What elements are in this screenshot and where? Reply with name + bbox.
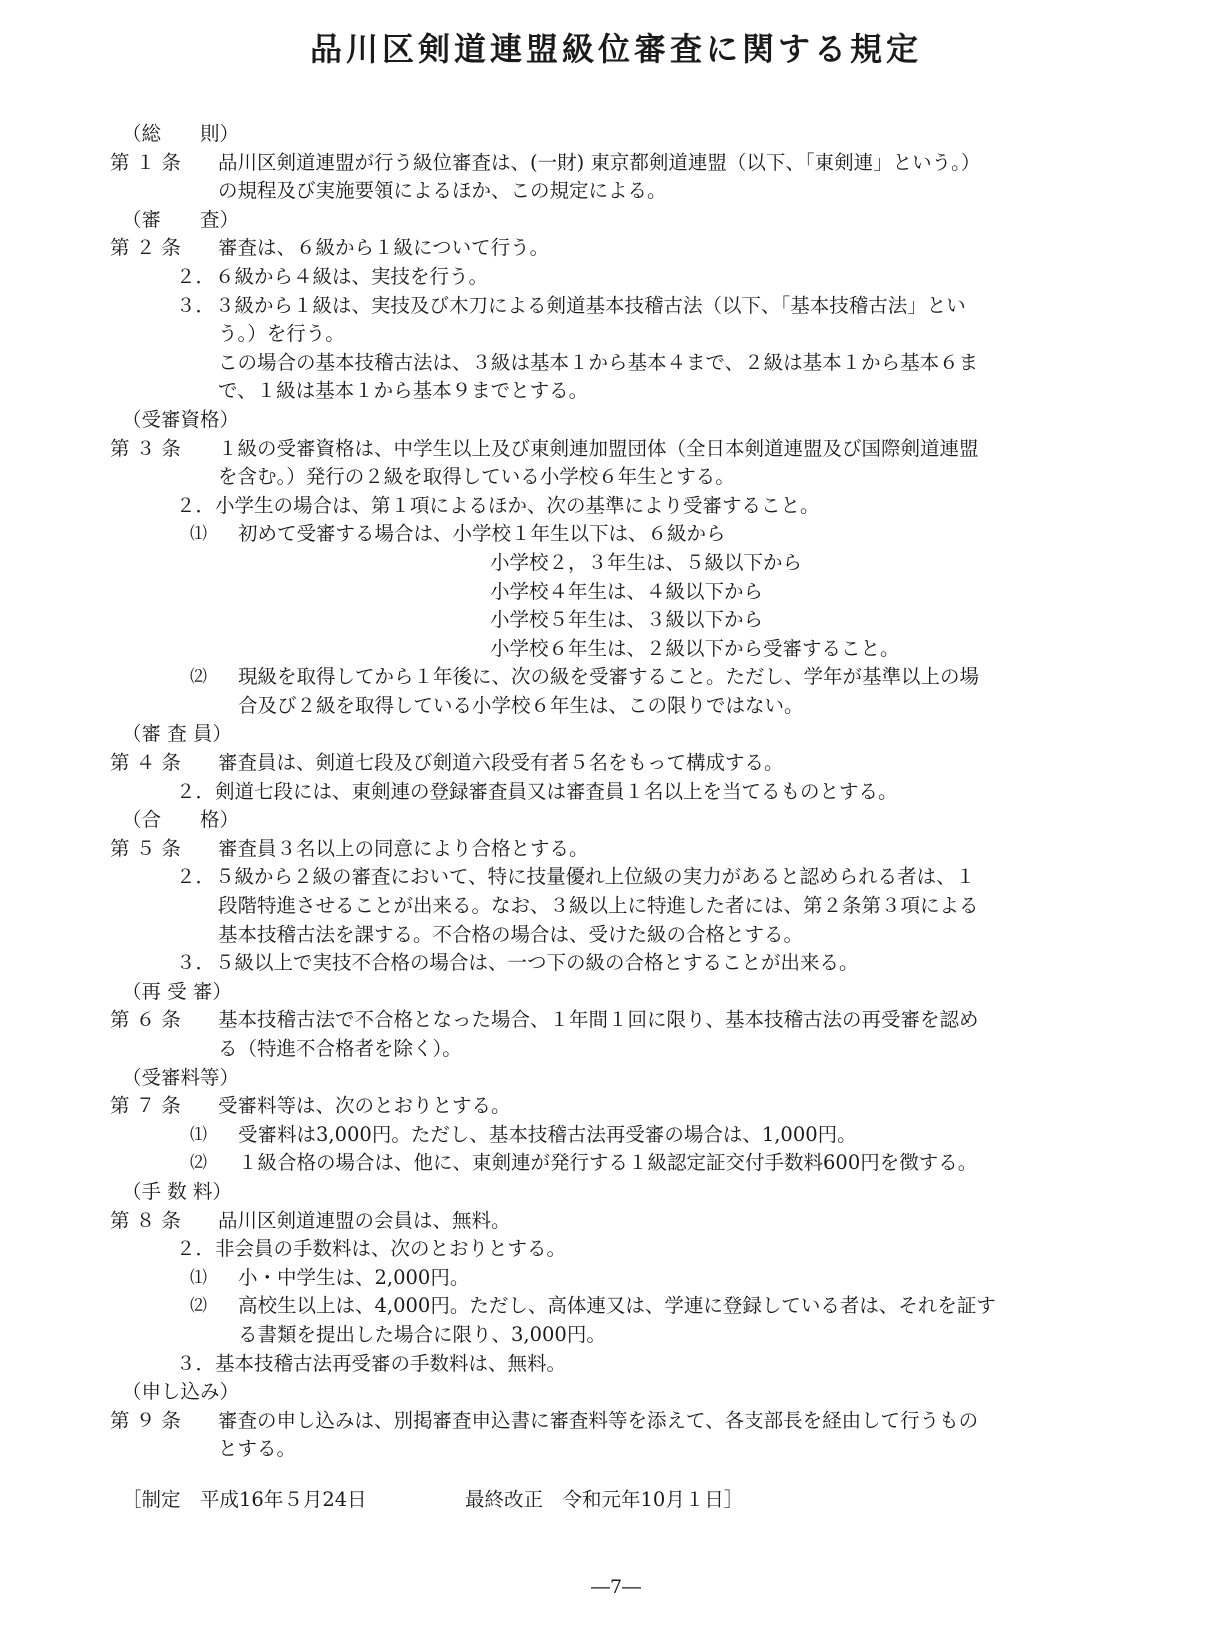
article-text: とする。: [218, 1437, 297, 1461]
sub-item: [110, 1149, 1120, 1178]
article-7: [110, 1092, 1120, 1121]
sub-item: [110, 663, 1120, 692]
article-9: [110, 1407, 1120, 1436]
paragraph: ２．剣道七段には、東剣連の登録審査員又は審査員１名以上を当てるものとする。: [176, 779, 898, 803]
paragraph: ２．小学生の場合は、第１項によるほか、次の基準により受審すること。: [176, 493, 820, 517]
item-text: 小・中学生は、2,000円。: [238, 1265, 470, 1289]
item-text: １級合格の場合は、他に、東剣連が発行する１級認定証交付手数料600円を徴する。: [238, 1151, 978, 1175]
section-heading: （総 則）: [122, 122, 240, 145]
article-1: [110, 149, 1120, 178]
item-text: る書類を提出した場合に限り、3,000円。: [238, 1322, 606, 1346]
article-6: [110, 1006, 1120, 1035]
article-number: 第 ６ 条: [110, 1008, 181, 1032]
regulation-body: [110, 120, 1120, 1515]
paragraph: ３．基本技稽古法再受審の手数料は、無料。: [176, 1351, 567, 1375]
article-text: 品川区剣道連盟が行う級位審査は、(一財) 東京都剣道連盟（以下、「東剣連」という。）: [218, 150, 981, 174]
grade-rule: 小学校２，３年生は、５級以下から: [490, 550, 803, 574]
section-heading: （再 受 審）: [122, 979, 232, 1003]
revised-date: 最終改正 令和元年10月１日］: [465, 1487, 744, 1511]
item-marker: ⑴: [190, 524, 207, 545]
article-4: [110, 749, 1120, 778]
article-5: [110, 835, 1120, 864]
article-text: の規程及び実施要領によるほか、この規定による。: [218, 179, 667, 203]
article-text: 品川区剣道連盟の会員は、無料。: [218, 1208, 511, 1232]
item-marker: ⑴: [190, 1124, 207, 1145]
paragraph-continuation: この場合の基本技稽古法は、３級は基本１から基本４まで、２級は基本１から基本６ま: [218, 350, 979, 374]
section-heading: （合 格）: [122, 808, 240, 832]
paragraph: ３．５級以上で実技不合格の場合は、一つ下の級の合格とすることが出来る。: [176, 951, 859, 975]
article-number: 第 ２ 条: [110, 236, 181, 260]
enactment-footer: [110, 1486, 1120, 1515]
article-text: を含む。）発行の２級を取得している小学校６年生とする。: [218, 465, 735, 489]
paragraph-continuation: 基本技稽古法を課する。不合格の場合は、受けた級の合格とする。: [218, 922, 804, 946]
paragraph: ２．非会員の手数料は、次のとおりとする。: [176, 1237, 567, 1261]
article-number: 第 １ 条: [110, 150, 181, 174]
paragraph: ３．３級から１級は、実技及び木刀による剣道基本技稽古法（以下、「基本技稽古法」とい: [176, 293, 966, 317]
item-text: 合及び２級を取得している小学校６年生は、この限りではない。: [238, 693, 804, 717]
paragraph: ２．６級から４級は、実技を行う。: [176, 264, 489, 288]
article-text: 審査の申し込みは、別掲審査申込書に審査料等を添えて、各支部長を経由して行うもの: [218, 1408, 979, 1432]
article-number: 第 ５ 条: [110, 836, 181, 860]
article-text: 基本技稽古法で不合格となった場合、１年間１回に限り、基本技稽古法の再受審を認め: [218, 1008, 979, 1032]
item-marker: ⑵: [190, 1153, 207, 1174]
sub-item: [110, 1264, 1120, 1293]
article-number: 第 ４ 条: [110, 751, 181, 775]
item-text: 高校生以上は、4,000円。ただし、高体連又は、学連に登録している者は、それを証す: [238, 1294, 996, 1318]
grade-rule: 小学校６年生は、２級以下から受審すること。: [490, 636, 900, 660]
article-number: 第 ７ 条: [110, 1094, 181, 1118]
article-8: [110, 1207, 1120, 1236]
sub-item: [110, 520, 1120, 549]
item-text: 受審料は3,000円。ただし、基本技稽古法再受審の場合は、1,000円。: [238, 1122, 857, 1146]
section-heading: （審 査 員）: [122, 722, 232, 746]
article-number: 第 ９ 条: [110, 1408, 181, 1432]
sub-item: [110, 1121, 1120, 1150]
paragraph-continuation: う。）を行う。: [218, 322, 345, 346]
article-text: る（特進不合格者を除く）。: [218, 1037, 462, 1060]
article-text: 受審料等は、次のとおりとする。: [218, 1094, 511, 1118]
article-text: １級の受審資格は、中学生以上及び東剣連加盟団体（全日本剣道連盟及び国際剣道連盟: [218, 436, 979, 460]
paragraph: ２．５級から２級の審査において、特に技量優れ上位級の実力があると認められる者は、１: [176, 865, 976, 889]
section-heading: （手 数 料）: [122, 1179, 232, 1203]
paragraph-continuation: で、１級は基本１から基本９までとする。: [218, 379, 589, 403]
article-text: 審査員は、剣道七段及び剣道六段受有者５名をもって構成する。: [218, 751, 784, 775]
item-marker: ⑵: [190, 667, 207, 688]
article-2: [110, 234, 1120, 263]
enacted-date: ［制定 平成16年５月24日: [122, 1487, 367, 1511]
grade-rule: 小学校５年生は、３級以下から: [490, 608, 764, 632]
item-text: 現級を取得してから１年後に、次の級を受審すること。ただし、学年が基準以上の場: [238, 665, 980, 689]
article-text: 審査員３名以上の同意により合格とする。: [218, 836, 589, 860]
section-heading: （受審資格）: [122, 407, 240, 431]
article-text: 審査は、６級から１級について行う。: [218, 236, 550, 260]
article-number: 第 ３ 条: [110, 436, 181, 460]
page-number: ―7―: [590, 1576, 642, 1598]
section-heading: （申し込み）: [122, 1380, 240, 1404]
section-heading: （受審料等）: [122, 1065, 240, 1089]
item-marker: ⑴: [190, 1267, 207, 1288]
article-3: [110, 435, 1120, 464]
article-number: 第 ８ 条: [110, 1208, 181, 1232]
spacer: [110, 1464, 1120, 1486]
item-marker: ⑵: [190, 1296, 207, 1317]
paragraph-continuation: 段階特進させることが出来る。なお、３級以上に特進した者には、第２条第３項による: [218, 894, 979, 918]
sub-item: [110, 1292, 1120, 1321]
grade-rule: 小学校４年生は、４級以下から: [490, 579, 764, 603]
item-text: 初めて受審する場合は、小学校１年生以下は、６級から: [238, 522, 726, 546]
document-title: 品川区剣道連盟級位審査に関する規定: [309, 30, 922, 68]
section-heading: （審 査）: [122, 207, 240, 231]
